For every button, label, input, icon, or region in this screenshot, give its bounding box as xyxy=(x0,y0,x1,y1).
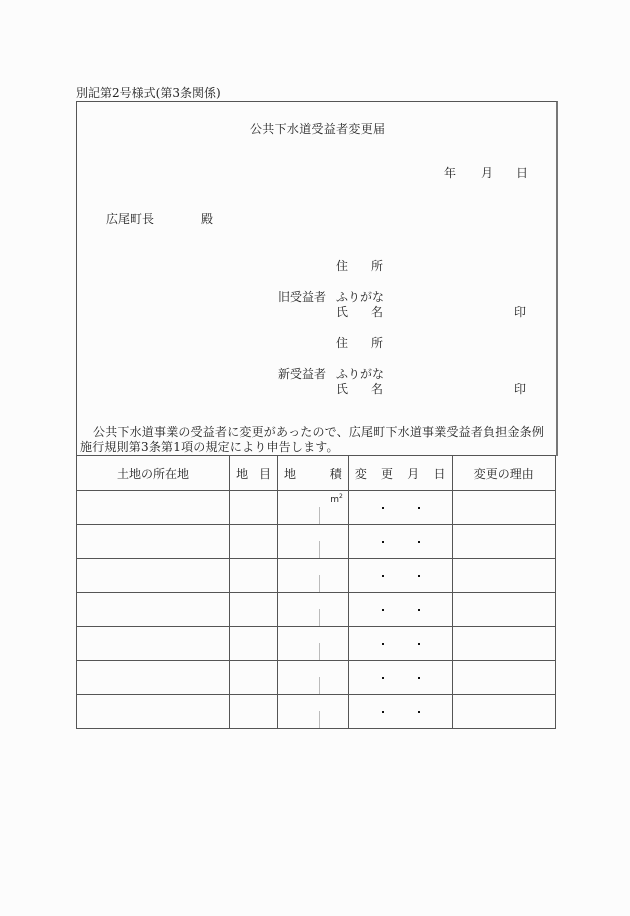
cell-area[interactable] xyxy=(278,491,349,525)
old-address-label-2: 所 xyxy=(371,259,384,273)
new-furigana-label: ふりがな xyxy=(336,367,385,381)
cell-location[interactable] xyxy=(77,491,230,525)
old-seal-mark: 印 xyxy=(514,305,527,319)
cell-land-category[interactable] xyxy=(230,627,278,661)
cell-location[interactable] xyxy=(77,593,230,627)
area-decimal-divider xyxy=(319,575,320,592)
area-decimal-divider xyxy=(319,541,320,558)
form-title: 公共下水道受益者変更届 xyxy=(250,122,386,136)
cell-reason[interactable] xyxy=(452,661,555,695)
date-year-label: 年 xyxy=(444,166,457,180)
header-change-date-2: 更 xyxy=(381,466,394,481)
header-change-date-3: 月 xyxy=(407,466,420,481)
area-decimal-divider xyxy=(319,643,320,660)
cell-area[interactable] xyxy=(278,559,349,593)
date-separator-dot xyxy=(418,541,420,543)
old-address-label-1: 住 xyxy=(336,259,349,273)
cell-land-category[interactable] xyxy=(230,661,278,695)
cell-change-date[interactable] xyxy=(348,695,452,729)
header-area-2: 積 xyxy=(329,466,342,481)
area-decimal-divider xyxy=(319,609,320,626)
old-furigana-label: ふりがな xyxy=(336,290,385,304)
new-name-label-1: 氏 xyxy=(336,382,349,396)
date-month-label: 月 xyxy=(481,166,494,180)
old-name-label-2: 名 xyxy=(371,305,384,319)
cell-location[interactable] xyxy=(77,695,230,729)
cell-land-category[interactable] xyxy=(230,559,278,593)
new-beneficiary-label: 新受益者 xyxy=(278,367,327,381)
addressee-name: 広尾町長 xyxy=(106,212,155,226)
cell-location[interactable] xyxy=(77,661,230,695)
cell-change-date[interactable] xyxy=(348,525,452,559)
new-name-label-2: 名 xyxy=(371,382,384,396)
header-change-date-4: 日 xyxy=(433,466,446,481)
table-row xyxy=(77,661,556,695)
cell-change-date[interactable] xyxy=(348,559,452,593)
date-day-label: 日 xyxy=(516,166,529,180)
cell-reason[interactable] xyxy=(452,593,555,627)
cell-location[interactable] xyxy=(77,627,230,661)
cell-area[interactable] xyxy=(278,661,349,695)
old-beneficiary-label: 旧受益者 xyxy=(278,290,327,304)
area-decimal-divider xyxy=(319,711,320,728)
date-separator-dot xyxy=(418,609,420,611)
table-row xyxy=(77,491,556,525)
area-decimal-divider xyxy=(319,507,320,524)
header-change-date-1: 変 xyxy=(354,466,367,481)
header-land-category xyxy=(230,456,278,491)
cell-reason[interactable] xyxy=(452,525,555,559)
date-separator-dot xyxy=(382,541,384,543)
addressee-honorific: 殿 xyxy=(201,212,214,226)
cell-land-category[interactable] xyxy=(230,695,278,729)
table-row xyxy=(77,695,556,729)
cell-location[interactable] xyxy=(77,525,230,559)
header-land-category-1: 地 xyxy=(236,466,249,481)
new-address-label-1: 住 xyxy=(336,336,349,350)
date-separator-dot xyxy=(418,677,420,679)
declaration-statement: 公共下水道事業の受益者に変更があったので、広尾町下水道事業受益者負担金条例施行規則第3条第1項の規定により申告します。 xyxy=(80,425,545,454)
table-row xyxy=(77,525,556,559)
cell-change-date[interactable] xyxy=(348,661,452,695)
header-location: 土地の所在地 xyxy=(77,456,230,491)
date-separator-dot xyxy=(418,507,420,509)
date-separator-dot xyxy=(418,575,420,577)
cell-reason[interactable] xyxy=(452,695,555,729)
cell-area[interactable] xyxy=(278,627,349,661)
cell-land-category[interactable] xyxy=(230,593,278,627)
cell-area[interactable] xyxy=(278,525,349,559)
header-area xyxy=(278,456,349,491)
cell-area[interactable] xyxy=(278,695,349,729)
table-header-row xyxy=(77,456,556,491)
cell-land-category[interactable] xyxy=(230,525,278,559)
cell-change-date[interactable] xyxy=(348,593,452,627)
cell-reason[interactable] xyxy=(452,491,555,525)
area-decimal-divider xyxy=(319,677,320,694)
form-frame xyxy=(76,101,558,456)
header-change-date xyxy=(348,456,452,491)
cell-change-date[interactable] xyxy=(348,627,452,661)
square-meter-unit: $m^2$ xyxy=(330,493,343,505)
table-row xyxy=(77,627,556,661)
date-separator-dot xyxy=(382,643,384,645)
date-separator-dot xyxy=(382,575,384,577)
header-area-1: 地 xyxy=(284,466,297,481)
date-separator-dot xyxy=(382,677,384,679)
date-separator-dot xyxy=(382,609,384,611)
cell-reason[interactable] xyxy=(452,627,555,661)
cell-area[interactable] xyxy=(278,593,349,627)
date-separator-dot xyxy=(382,711,384,713)
date-separator-dot xyxy=(418,643,420,645)
cell-change-date[interactable] xyxy=(348,491,452,525)
header-land-category-2: 目 xyxy=(259,466,272,481)
old-name-label-1: 氏 xyxy=(336,305,349,319)
table-row xyxy=(77,593,556,627)
form-caption: 別記第2号様式(第3条関係) xyxy=(76,86,221,100)
new-address-label-2: 所 xyxy=(371,336,384,350)
land-table xyxy=(76,455,556,729)
date-separator-dot xyxy=(418,711,420,713)
date-separator-dot xyxy=(382,507,384,509)
header-reason: 変更の理由 xyxy=(452,456,555,491)
cell-location[interactable] xyxy=(77,559,230,593)
table-row xyxy=(77,559,556,593)
cell-reason[interactable] xyxy=(452,559,555,593)
new-seal-mark: 印 xyxy=(514,382,527,396)
cell-land-category[interactable] xyxy=(230,491,278,525)
